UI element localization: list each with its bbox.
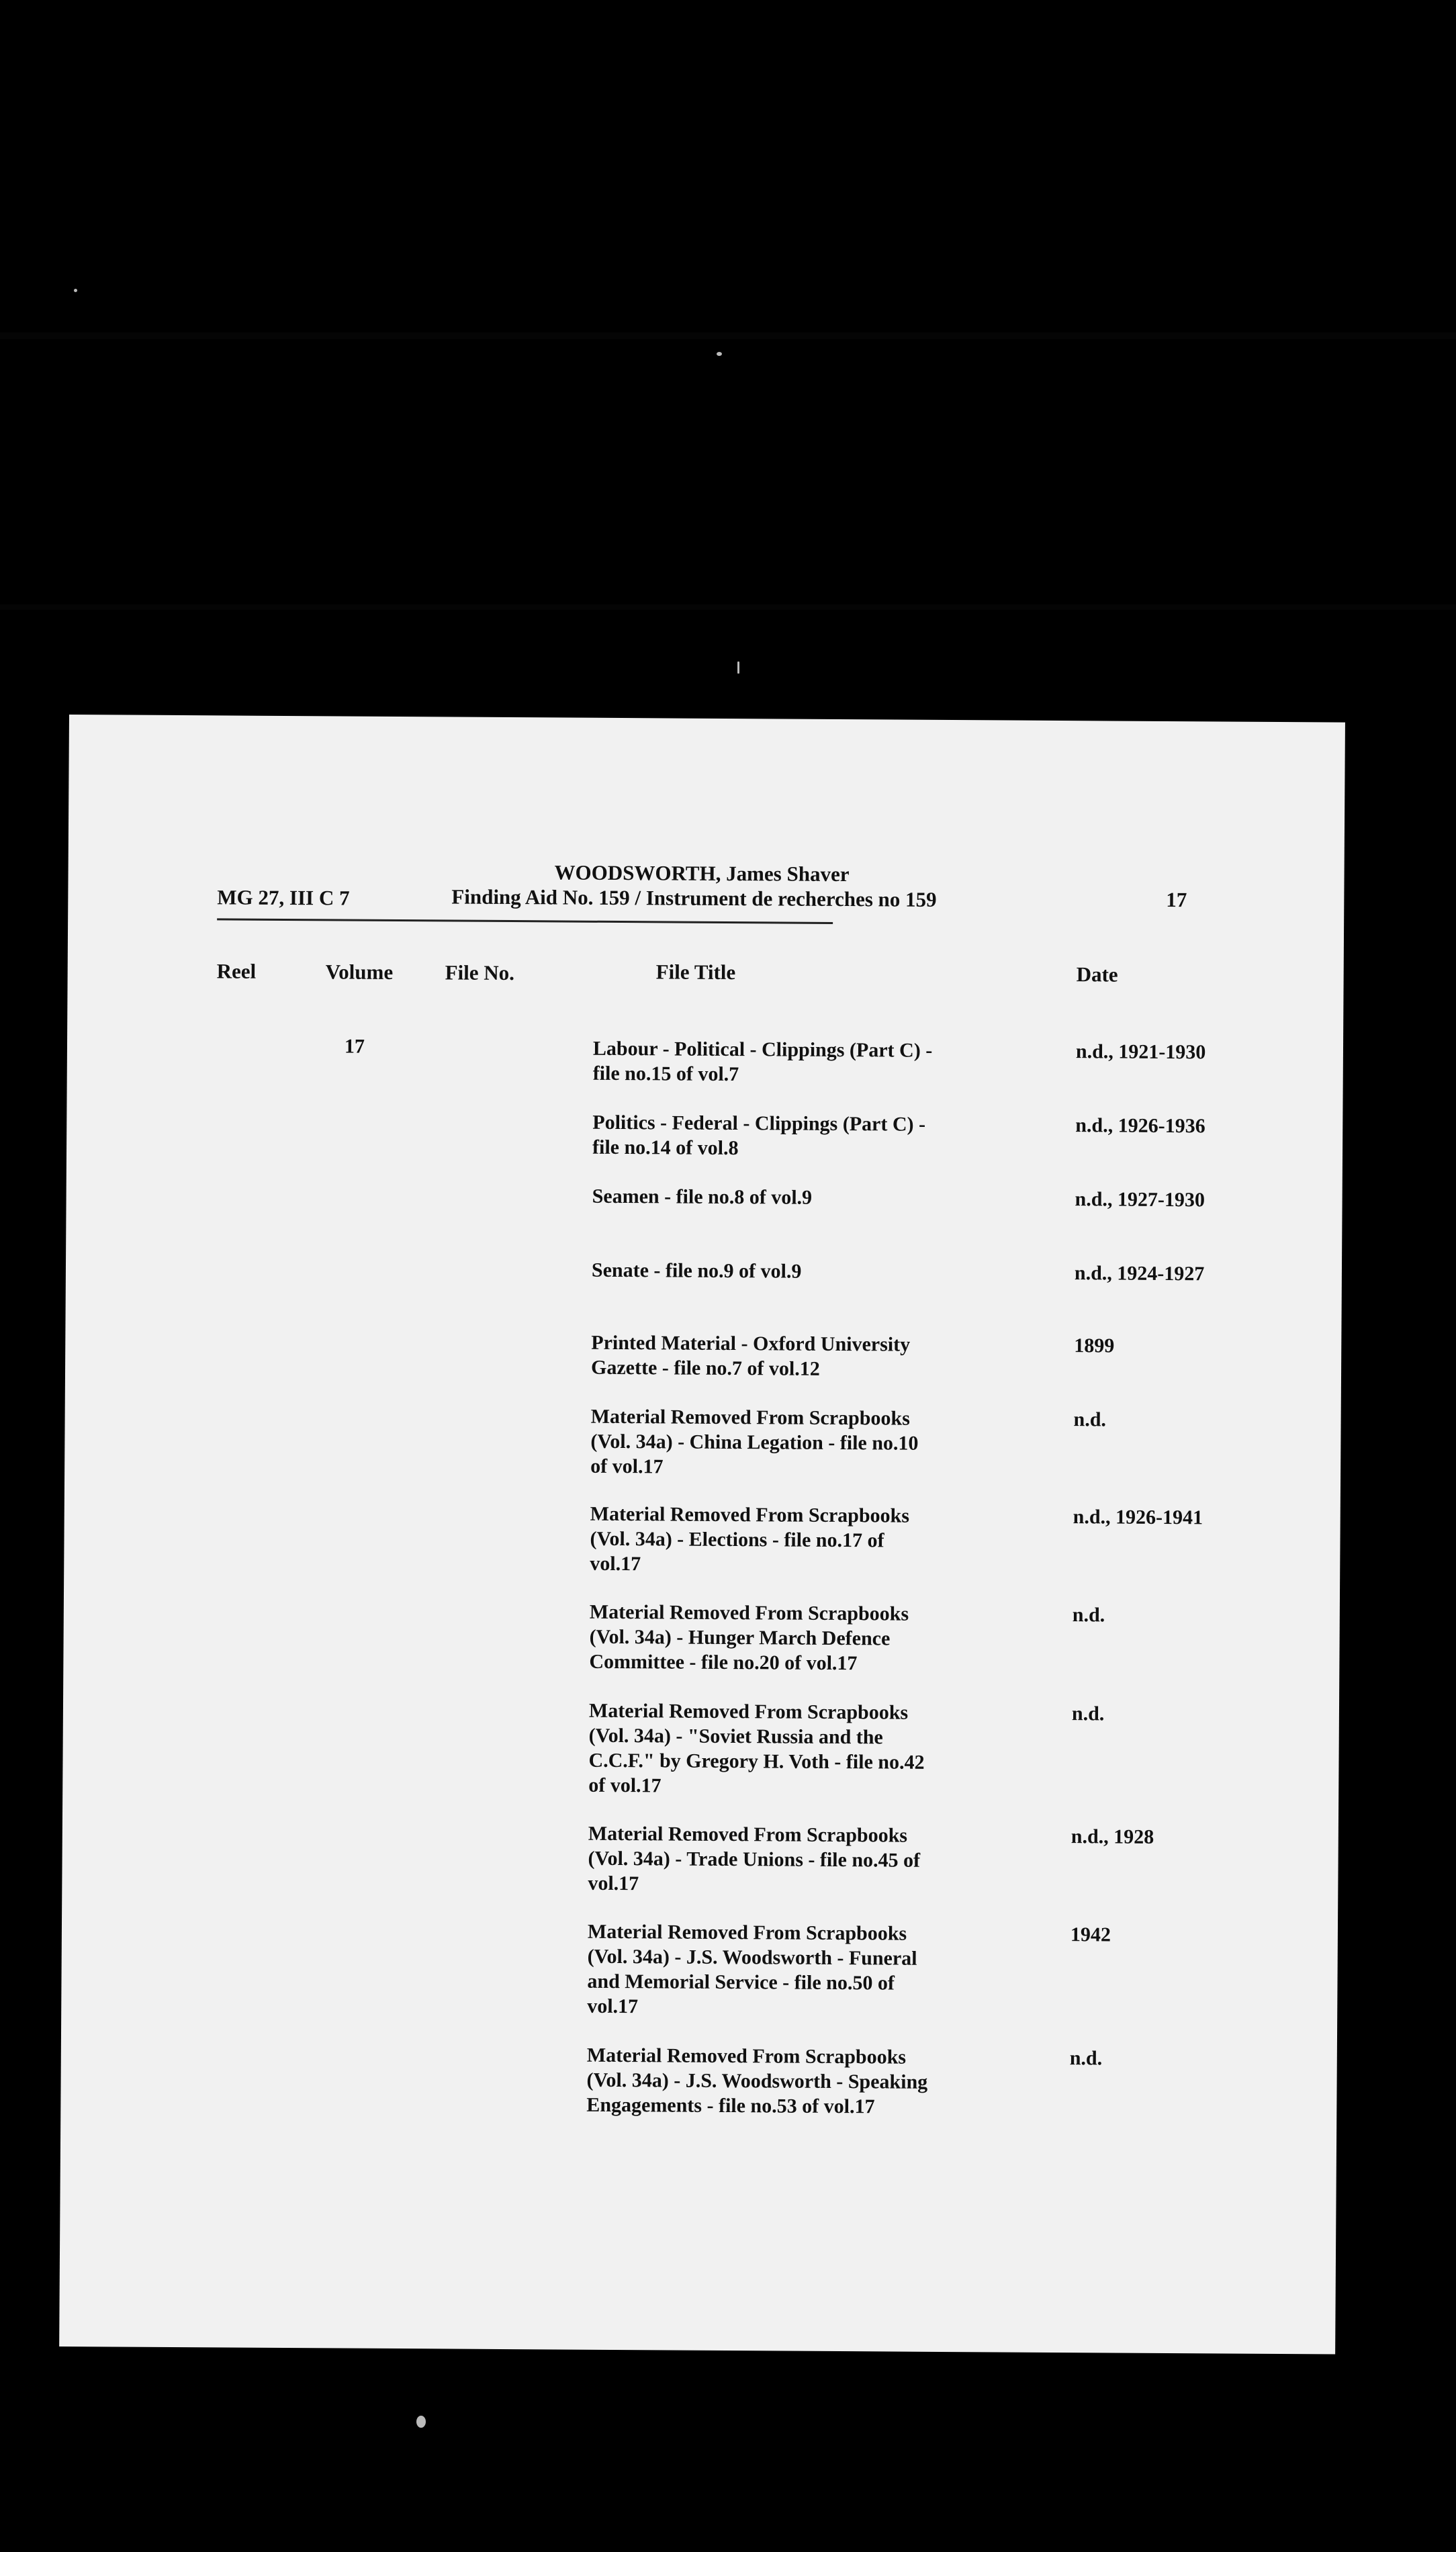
file-date: n.d., 1926-1941: [1073, 1506, 1203, 1529]
file-date: n.d., 1928: [1071, 1825, 1154, 1848]
file-date: n.d., 1926-1936: [1075, 1114, 1205, 1138]
file-title: Politics - Federal - Clippings (Part C) - file no.14 of vol.8: [592, 1111, 926, 1160]
column-file-title: File Title: [655, 960, 736, 985]
file-title: Labour - Political - Clippings (Part C) - file no.15 of vol.7: [592, 1037, 933, 1086]
file-date: 1942: [1070, 1923, 1111, 1946]
file-title: Printed Material - Oxford University Gazette - file no.7 of vol.12: [590, 1331, 911, 1380]
file-title: Senate - file no.9 of vol.9: [591, 1259, 802, 1283]
file-date: 1899: [1074, 1334, 1115, 1357]
column-file-no: File No.: [445, 960, 515, 985]
finding-aid-page: [59, 715, 1345, 2355]
scan-band-top: [0, 332, 1456, 339]
page-number: 17: [1166, 887, 1187, 912]
file-date: n.d.: [1069, 2047, 1103, 2070]
finding-aid-number: Finding Aid No. 159 / Instrument de recherches no 159: [451, 884, 937, 911]
column-reel: Reel: [216, 959, 257, 983]
file-date: n.d.: [1073, 1408, 1107, 1431]
volume-number: 17: [344, 1035, 365, 1058]
file-title: Material Removed From Scrapbooks (Vol. 34a) - "Soviet Russia and the C.C.F." by Gregory H. Voth - file no.42 of vol.17: [588, 1699, 925, 1797]
file-title: Material Removed From Scrapbooks (Vol. 34a) - J.S. Woodsworth - Speaking Engagements - file no.53 of vol.17: [586, 2044, 928, 2118]
column-volume: Volume: [325, 960, 394, 984]
file-date: n.d.: [1072, 1604, 1105, 1627]
dust-speck: [717, 352, 722, 356]
file-date: n.d., 1927-1930: [1075, 1188, 1205, 1212]
file-date: n.d., 1924-1927: [1074, 1262, 1205, 1285]
file-title: Seamen - file no.8 of vol.9: [592, 1185, 813, 1209]
dust-speck: [737, 662, 739, 674]
file-date: n.d.: [1071, 1702, 1105, 1725]
scan-band-mid: [0, 604, 1456, 610]
file-title: Material Removed From Scrapbooks (Vol. 34a) - Trade Unions - file no.45 of vol.17: [588, 1822, 921, 1895]
file-title: Material Removed From Scrapbooks (Vol. 34a) - China Legation - file no.10 of vol.17: [590, 1405, 919, 1478]
file-title: Material Removed From Scrapbooks (Vol. 34a) - J.S. Woodsworth - Funeral and Memorial Service - file no.50 of vol.17: [587, 1920, 917, 2018]
file-title: Material Removed From Scrapbooks (Vol. 34a) - Elections - file no.17 of vol.17: [590, 1502, 910, 1576]
dust-speck: [74, 289, 77, 292]
file-date: n.d., 1921-1930: [1075, 1040, 1206, 1064]
collection-reference: MG 27, III C 7: [217, 885, 350, 910]
file-title: Material Removed From Scrapbooks (Vol. 34a) - Hunger March Defence Committee - file no.20 of vol.17: [589, 1600, 909, 1675]
header-divider: [217, 918, 833, 924]
document-name: WOODSWORTH, James Shaver: [554, 860, 850, 886]
dust-speck: [416, 2416, 426, 2428]
column-date: Date: [1076, 962, 1118, 987]
